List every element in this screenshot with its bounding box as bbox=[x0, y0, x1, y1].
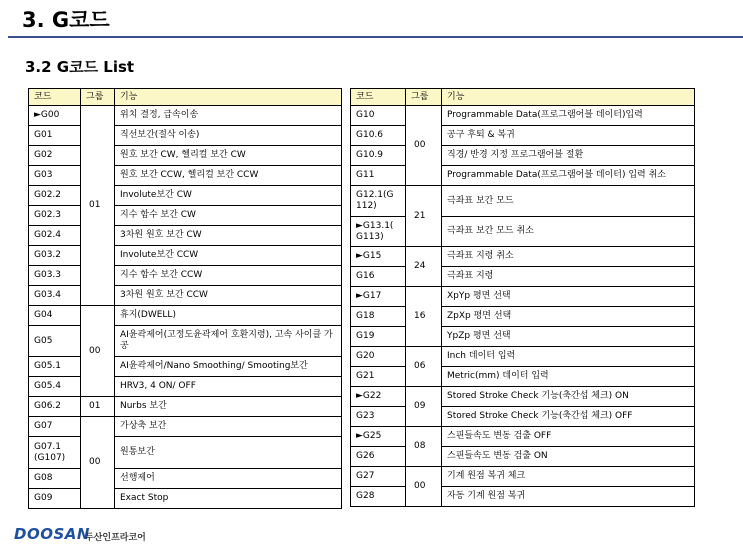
code-cell: ►G15 bbox=[351, 247, 406, 267]
function-cell: 원호 보간 CW, 헬리컬 보간 CW bbox=[115, 146, 342, 166]
table-row bbox=[29, 126, 342, 146]
company-name: 두산인프라코어 bbox=[85, 533, 146, 543]
function-cell: 기계 원점 복귀 체크 bbox=[442, 467, 695, 487]
code-cell: G02.4 bbox=[29, 226, 81, 246]
code-cell: G26 bbox=[351, 447, 406, 467]
table-header-row bbox=[29, 89, 342, 106]
function-cell: 공구 후퇴 & 복귀 bbox=[442, 126, 695, 146]
table-row bbox=[29, 417, 342, 437]
group-cell: 01 bbox=[81, 397, 115, 417]
code-cell: G10.9 bbox=[351, 146, 406, 166]
table-row bbox=[351, 467, 695, 487]
function-cell: 선행제어 bbox=[115, 469, 342, 489]
table-row bbox=[351, 387, 695, 407]
title-divider bbox=[8, 36, 743, 38]
table-row bbox=[351, 166, 695, 186]
code-cell: G03.4 bbox=[29, 286, 81, 306]
function-cell: AI윤곽제어(고정도윤곽제어 호환지령), 고속 사이클 가공 bbox=[115, 326, 342, 357]
doosan-logo: DOOSAN bbox=[14, 525, 90, 543]
function-cell: 3차원 원호 보간 CCW bbox=[115, 286, 342, 306]
section-title: 3.2 G코드 List bbox=[25, 58, 135, 76]
group-cell: 00 bbox=[81, 417, 115, 509]
page-title: 3. G코드 bbox=[22, 8, 110, 32]
function-cell: 원호 보간 CCW, 헬리컬 보간 CCW bbox=[115, 166, 342, 186]
table-row bbox=[29, 377, 342, 397]
code-cell: G11 bbox=[351, 166, 406, 186]
table-row bbox=[29, 206, 342, 226]
code-cell: G02.2 bbox=[29, 186, 81, 206]
table-row bbox=[29, 106, 342, 126]
function-cell: Inch 데이터 입력 bbox=[442, 347, 695, 367]
function-cell: 위치 결정, 급속이송 bbox=[115, 106, 342, 126]
function-cell: Involute보간 CCW bbox=[115, 246, 342, 266]
code-cell: G21 bbox=[351, 367, 406, 387]
group-cell: 09 bbox=[406, 387, 442, 427]
code-cell: G07.1 (G107) bbox=[29, 437, 81, 469]
table-row bbox=[29, 469, 342, 489]
code-cell: G02 bbox=[29, 146, 81, 166]
group-cell: 16 bbox=[406, 287, 442, 347]
code-cell: G27 bbox=[351, 467, 406, 487]
group-cell: 01 bbox=[81, 106, 115, 306]
function-cell: ZpXp 평면 선택 bbox=[442, 307, 695, 327]
table-row bbox=[351, 367, 695, 387]
table-row bbox=[351, 186, 695, 217]
table-row bbox=[29, 306, 342, 326]
code-cell: G10 bbox=[351, 106, 406, 126]
table-row bbox=[351, 217, 695, 247]
code-cell: G05.1 bbox=[29, 357, 81, 377]
code-cell: G19 bbox=[351, 327, 406, 347]
code-cell: ►G13.1( G113) bbox=[351, 217, 406, 247]
function-cell: Metric(mm) 데이터 입력 bbox=[442, 367, 695, 387]
code-cell: G16 bbox=[351, 267, 406, 287]
function-cell: YpZp 평면 선택 bbox=[442, 327, 695, 347]
function-cell: Stored Stroke Check 기능(축간섭 체크) ON bbox=[442, 387, 695, 407]
function-cell: XpYp 평면 선택 bbox=[442, 287, 695, 307]
function-cell: 극좌표 보간 모드 취소 bbox=[442, 217, 695, 247]
function-cell: Stored Stroke Check 기능(축간섭 체크) OFF bbox=[442, 407, 695, 427]
group-cell: 24 bbox=[406, 247, 442, 287]
column-header-group: 그룹 bbox=[81, 89, 115, 106]
function-cell: Nurbs 보간 bbox=[115, 397, 342, 417]
table-row bbox=[29, 357, 342, 377]
table-row bbox=[351, 327, 695, 347]
table-row bbox=[351, 247, 695, 267]
code-cell: G10.6 bbox=[351, 126, 406, 146]
code-cell: G02.3 bbox=[29, 206, 81, 226]
function-cell: 스핀들속도 변동 검출 ON bbox=[442, 447, 695, 467]
table-row bbox=[351, 267, 695, 287]
function-cell: 원통보간 bbox=[115, 437, 342, 469]
column-header-code: 코드 bbox=[351, 89, 406, 106]
table-row bbox=[29, 326, 342, 357]
code-cell: ►G22 bbox=[351, 387, 406, 407]
function-cell: Exact Stop bbox=[115, 489, 342, 509]
code-cell: ►G25 bbox=[351, 427, 406, 447]
code-cell: G18 bbox=[351, 307, 406, 327]
group-cell: 00 bbox=[81, 306, 115, 397]
function-cell: 휴지(DWELL) bbox=[115, 306, 342, 326]
code-cell: G03.3 bbox=[29, 266, 81, 286]
group-cell: 08 bbox=[406, 427, 442, 467]
code-cell: G03.2 bbox=[29, 246, 81, 266]
function-cell: 극좌표 지령 취소 bbox=[442, 247, 695, 267]
function-cell: 3차원 원호 보간 CW bbox=[115, 226, 342, 246]
code-cell: G20 bbox=[351, 347, 406, 367]
table-row bbox=[29, 397, 342, 417]
table-row bbox=[351, 427, 695, 447]
function-cell: 직경/ 반경 지정 프로그램어블 절환 bbox=[442, 146, 695, 166]
code-cell: G05 bbox=[29, 326, 81, 357]
function-cell: 지수 함수 보간 CW bbox=[115, 206, 342, 226]
code-cell: G06.2 bbox=[29, 397, 81, 417]
table-row bbox=[351, 126, 695, 146]
table-row bbox=[351, 447, 695, 467]
function-cell: 스핀들속도 변동 검출 OFF bbox=[442, 427, 695, 447]
table-row bbox=[351, 487, 695, 507]
function-cell: 극좌표 보간 모드 bbox=[442, 186, 695, 217]
table-row bbox=[351, 146, 695, 166]
function-cell: 극좌표 지령 bbox=[442, 267, 695, 287]
table-row bbox=[351, 307, 695, 327]
code-cell: G12.1(G 112) bbox=[351, 186, 406, 217]
table-row bbox=[29, 437, 342, 469]
column-header-group: 그룹 bbox=[406, 89, 442, 106]
table-row bbox=[29, 226, 342, 246]
column-header-code: 코드 bbox=[29, 89, 81, 106]
code-cell: ►G17 bbox=[351, 287, 406, 307]
column-header-function: 기능 bbox=[442, 89, 695, 106]
function-cell: Programmable Data(프로그램어블 데이터)입력 bbox=[442, 106, 695, 126]
table-row bbox=[29, 266, 342, 286]
table-row bbox=[29, 489, 342, 509]
table-row bbox=[29, 166, 342, 186]
column-header-function: 기능 bbox=[115, 89, 342, 106]
group-cell: 00 bbox=[406, 106, 442, 186]
function-cell: 자동 기계 원점 복귀 bbox=[442, 487, 695, 507]
function-cell: 직선보간(절삭 이송) bbox=[115, 126, 342, 146]
table-row bbox=[351, 106, 695, 126]
function-cell: 가상축 보간 bbox=[115, 417, 342, 437]
table-row bbox=[29, 186, 342, 206]
group-cell: 00 bbox=[406, 467, 442, 507]
table-row bbox=[351, 287, 695, 307]
table-header-row bbox=[351, 89, 695, 106]
code-cell: G28 bbox=[351, 487, 406, 507]
code-cell: G07 bbox=[29, 417, 81, 437]
gcode-table-left bbox=[28, 88, 342, 509]
code-cell: G03 bbox=[29, 166, 81, 186]
table-row bbox=[351, 347, 695, 367]
table-row bbox=[29, 286, 342, 306]
code-cell: G23 bbox=[351, 407, 406, 427]
code-cell: ►G00 bbox=[29, 106, 81, 126]
code-cell: G04 bbox=[29, 306, 81, 326]
function-cell: 지수 함수 보간 CCW bbox=[115, 266, 342, 286]
table-row bbox=[29, 146, 342, 166]
group-cell: 21 bbox=[406, 186, 442, 247]
code-cell: G05.4 bbox=[29, 377, 81, 397]
gcode-table-right bbox=[350, 88, 695, 507]
function-cell: AI윤곽제어/Nano Smoothing/ Smooting보간 bbox=[115, 357, 342, 377]
group-cell: 06 bbox=[406, 347, 442, 387]
function-cell: Programmable Data(프로그램어블 데이터) 입력 취소 bbox=[442, 166, 695, 186]
code-cell: G09 bbox=[29, 489, 81, 509]
table-row bbox=[351, 407, 695, 427]
code-cell: G08 bbox=[29, 469, 81, 489]
code-cell: G01 bbox=[29, 126, 81, 146]
function-cell: Involute보간 CW bbox=[115, 186, 342, 206]
table-row bbox=[29, 246, 342, 266]
function-cell: HRV3, 4 ON/ OFF bbox=[115, 377, 342, 397]
